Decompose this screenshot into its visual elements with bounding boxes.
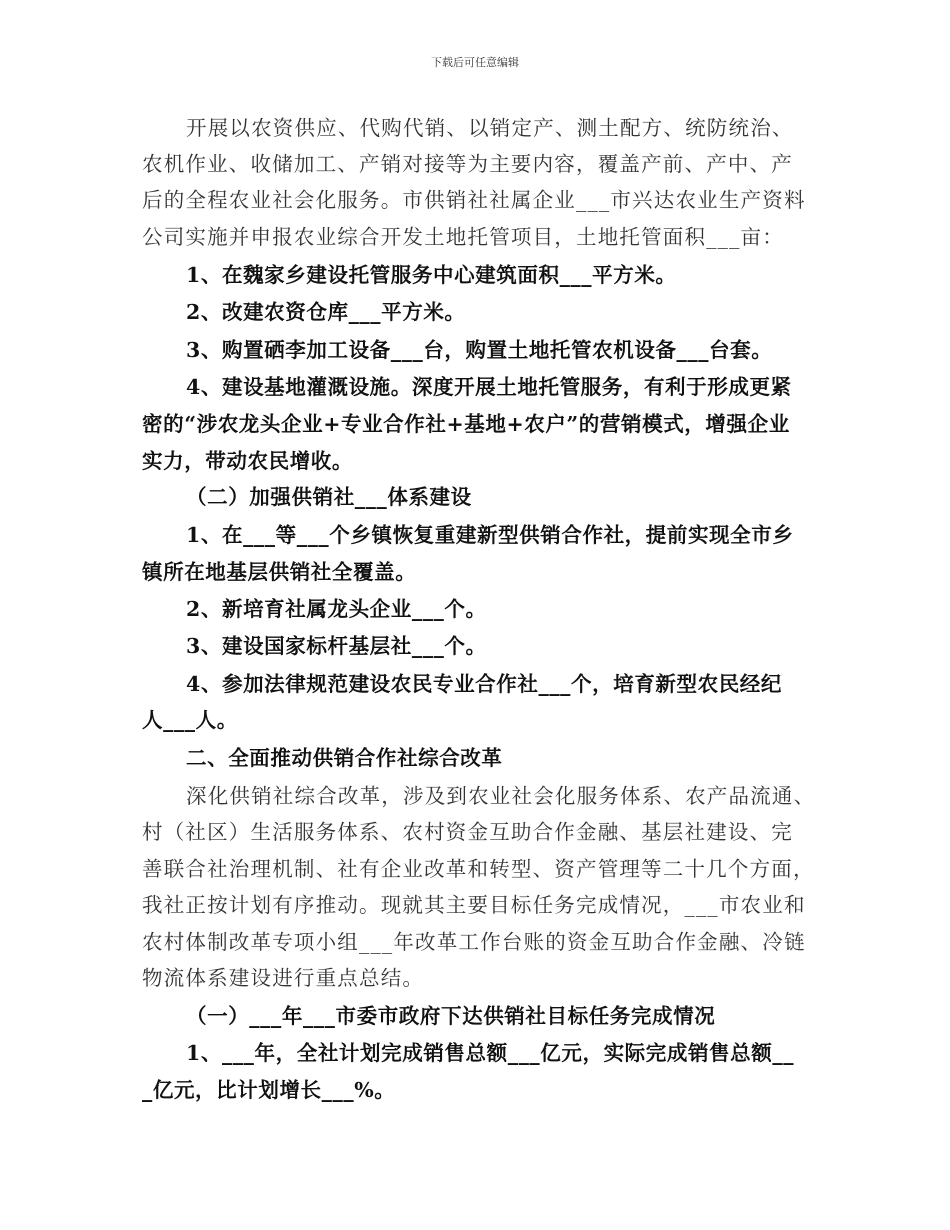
list-item: 2、新培育社属龙头企业___个。 <box>186 597 487 621</box>
list-item: 1、___年，全社计划完成销售总额___亿元，实际完成销售总额__ <box>186 1041 795 1065</box>
list-item: 3、建设国家标杆基层社___个。 <box>186 634 487 658</box>
list-item: 2、改建农资仓库___平方米。 <box>186 300 466 324</box>
list-item: 4、建设基地灌溉设施。深度开展土地托管服务，有利于形成更紧 <box>186 375 792 399</box>
list-item: 4、参加法律规范建设农民专业合作社___个，培育新型农民经纪 <box>186 672 783 696</box>
list-item-continued: _亿元，比计划增长___%。 <box>142 1078 396 1102</box>
body-line: 物流体系建设进行重点总结。 <box>142 966 425 990</box>
section-heading: 二、全面推动供销合作社综合改革 <box>186 746 503 770</box>
list-item-continued: 密的“涉农龙头企业+专业合作社+基地+农户”的营销模式，增强企业 <box>142 412 790 436</box>
body-line: 善联合社治理机制、社有企业改革和转型、资产管理等二十几个方面， <box>142 857 815 881</box>
body-line: 农村体制改革专项小组___年改革工作台账的资金互助合作金融、冷链 <box>142 930 806 954</box>
body-line: 我社正按计划有序推动。现就其主要目标任务完成情况，___市农业和 <box>142 893 806 917</box>
list-item: 1、在魏家乡建设托管服务中心建筑面积___平方米。 <box>186 263 677 287</box>
page-header: 下载后可任意编辑 <box>431 56 519 69</box>
list-item-continued: 人___人。 <box>142 708 238 732</box>
body-line: 开展以农资供应、代购代销、以销定产、测土配方、统防统治、 <box>186 116 794 140</box>
list-item: 3、购置硒李加工设备___台，购置土地托管农机设备___台套。 <box>186 338 773 362</box>
body-line: 农机作业、收储加工、产销对接等为主要内容，覆盖产前、产中、产 <box>142 152 793 176</box>
section-heading: （一）___年___市委市政府下达供销社目标任务完成情况 <box>186 1004 716 1028</box>
section-heading: （二）加强供销社___体系建设 <box>186 485 472 509</box>
list-item-continued: 镇所在地基层供销社全覆盖。 <box>142 560 417 584</box>
list-item-continued: 实力，带动农民增收。 <box>142 449 353 473</box>
body-line: 公司实施并申报农业综合开发土地托管项目，土地托管面积___亩： <box>142 225 784 249</box>
body-line: 村（社区）生活服务体系、农村资金互助合作金融、基层社建设、完 <box>142 820 793 844</box>
body-line: 深化供销社综合改革，涉及到农业社会化服务体系、农产品流通、 <box>186 784 816 808</box>
body-line: 后的全程农业社会化服务。市供销社社属企业___市兴达农业生产资料 <box>142 188 806 212</box>
list-item: 1、在___等___个乡镇恢复重建新型供销合作社，提前实现全市乡 <box>186 523 794 547</box>
